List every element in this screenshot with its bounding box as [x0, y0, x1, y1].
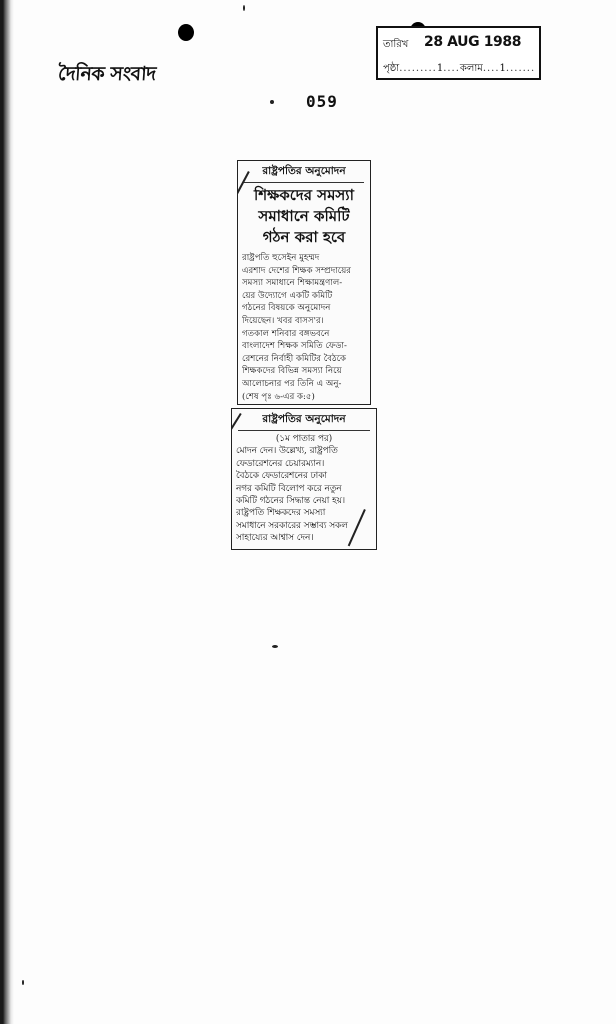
- body-line: বৈঠকে ফেডারেশনের ঢাকা: [236, 471, 327, 482]
- stamp-date-label: তারিখ: [383, 39, 409, 50]
- stamp-page-value: 1: [436, 63, 444, 74]
- newspaper-masthead: দৈনিক সংবাদ: [57, 63, 157, 85]
- scan-speck: [270, 100, 274, 104]
- body-line: ফেডারেশনের চেয়ারম্যান।: [236, 458, 325, 469]
- folio-number: 059: [306, 92, 338, 111]
- body-line: সমাধানে সরকারের সম্ভাব্য সকল: [236, 520, 348, 531]
- headline-line: গঠন করা হবে: [262, 228, 346, 246]
- body-line: বাংলাদেশ শিক্ষক সমিতি ফেডা-: [242, 341, 347, 352]
- body-line: সমস্যা সমাধানে শিক্ষামন্ত্রণাল-: [242, 278, 343, 289]
- continuation-kicker: রাষ্ট্রপতির অনুমোদন: [238, 412, 370, 431]
- scan-edge-shadow: [0, 0, 14, 1024]
- body-line: কমিটি গঠনের সিদ্ধান্ত নেয়া হয়।: [236, 496, 346, 507]
- article-headline: [240, 185, 368, 248]
- stamp-page-row: পৃষ্ঠা.........1....কলাম....1.......: [383, 63, 536, 74]
- body-line: রাষ্ট্রপতি হুসেইন মুহম্মদ: [242, 253, 320, 263]
- stamp-date-row: [383, 37, 408, 54]
- article-clipping: [237, 160, 371, 405]
- body-line: শিক্ষকদের বিভিন্ন সমস্যা নিয়ে: [242, 366, 342, 377]
- stamp-column-label: কলাম: [459, 63, 483, 74]
- punch-hole-left: [178, 24, 194, 41]
- body-line: এরশাদ দেশের শিক্ষক সম্প্রদায়ের: [242, 265, 351, 276]
- continuation-clipping: [231, 408, 377, 550]
- stamp-date-value: 28 AUG 1988: [424, 34, 522, 50]
- body-line: আলোচনার পর তিনি এ অনু-: [242, 378, 342, 389]
- body-line: রেশনের নির্বাহী কমিটির বৈঠকে: [242, 353, 347, 364]
- article-body: [238, 252, 370, 403]
- body-line: দিয়েছেন। খবর বাসস'র।: [242, 315, 324, 326]
- article-kicker: রাষ্ট্রপতির অনুমোদন: [244, 164, 364, 183]
- body-line: মোদন দেন। উল্লেখ্য, রাষ্ট্রপতি: [236, 446, 338, 457]
- stamp-page-label: পৃষ্ঠা: [383, 63, 400, 74]
- body-line: (শেষ পৃঃ ৬-এর ক:৫): [242, 391, 315, 402]
- body-line: গঠনের বিষয়কে অনুমোদন: [242, 303, 331, 314]
- scan-speck: [272, 645, 278, 648]
- body-line: নগর কমিটি বিলোপ করে নতুন: [236, 483, 342, 494]
- date-stamp: [376, 26, 541, 80]
- headline-line: সমাধানে কমিটি: [258, 207, 350, 225]
- body-line: য়ের উদ্যোগে একটি কমিটি: [242, 290, 333, 301]
- body-line: সাহায্যের আশ্বাস দেন।: [236, 533, 314, 544]
- stamp-column-value: 1: [499, 63, 506, 74]
- body-line: গতকাল শনিবার বঙ্গভবনে: [242, 328, 330, 339]
- body-line: রাষ্ট্রপতি শিক্ষকদের সমস্যা: [236, 508, 326, 519]
- scan-speck: [22, 980, 24, 985]
- continuation-from-page: (১ম পাতার পর): [275, 434, 333, 444]
- headline-line: শিক্ষকদের সমস্যা: [253, 186, 355, 204]
- scan-speck: [243, 5, 245, 11]
